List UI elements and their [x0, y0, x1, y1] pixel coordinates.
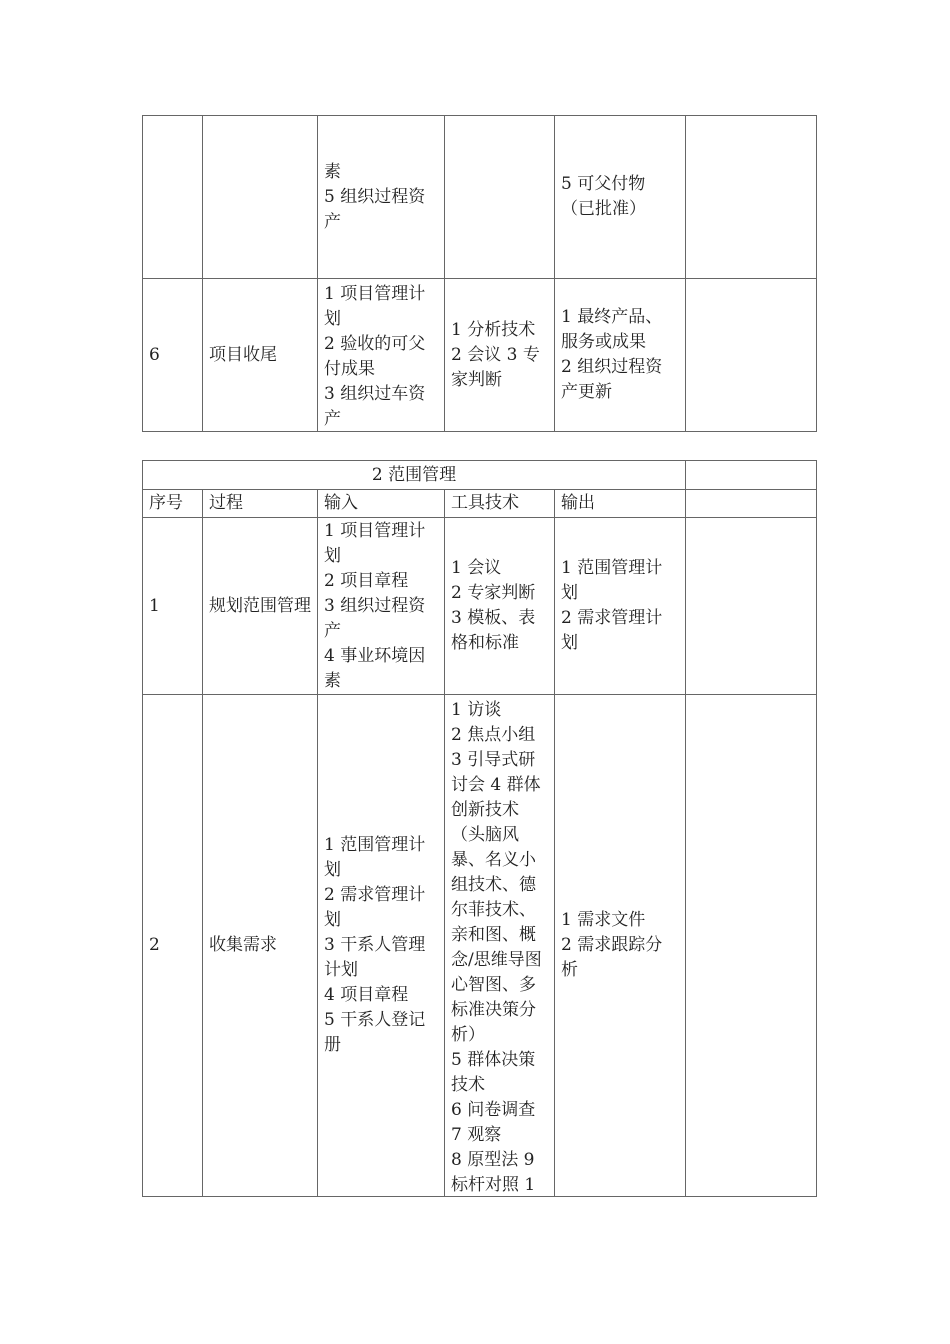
tool-item: 7 观察	[451, 1124, 502, 1145]
table-row	[143, 518, 817, 695]
scope-management-table	[142, 460, 817, 1197]
input-item: 2 需求管理计划	[324, 885, 426, 930]
header-tools: 工具技术	[445, 490, 555, 518]
seq-cell: 6	[143, 279, 203, 432]
process-cell: 收集需求	[203, 695, 318, 1197]
input-item: 3 组织过程资产	[324, 595, 426, 641]
seq-cell: 2	[143, 695, 203, 1197]
process-cell: 规划范围管理	[203, 518, 318, 695]
output-item: 1 范围管理计划	[561, 558, 663, 603]
process-cell: 项目收尾	[203, 279, 318, 432]
tools-cell	[445, 518, 555, 695]
output-item: 1 最终产品、服务或成果	[561, 307, 663, 352]
tool-item: 3 引导式研讨会 4 群体创新技术（头脑风暴、名义小组技术、德尔菲技术、亲和图、概念/思维导图心智图、多标准决策分析）	[451, 749, 542, 1045]
outputs-cell	[555, 279, 686, 432]
tools-cell	[445, 116, 555, 279]
input-item: 4 项目章程	[324, 985, 409, 1005]
inputs-cell	[318, 695, 445, 1197]
output-item: 2 需求管理计划	[561, 608, 663, 653]
table-title: 2 范围管理	[143, 461, 686, 490]
header-seq: 序号	[143, 490, 203, 518]
output-item: 2 需求跟踪分析	[561, 935, 663, 980]
tool-item: 6 问卷调查	[451, 1099, 536, 1120]
tool-item: 1 会议	[451, 558, 502, 578]
tool-item: 1 分析技术	[451, 319, 536, 340]
input-item: 素	[324, 161, 341, 182]
input-item: 3 干系人管理计划	[324, 935, 426, 980]
extra-cell	[686, 279, 817, 432]
input-item: 1 项目管理计划	[324, 284, 426, 329]
input-item: 4 事业环境因素	[324, 645, 426, 691]
tool-item: 2 焦点小组	[451, 724, 536, 745]
header-outputs: 输出	[555, 490, 686, 518]
integration-table-continued	[142, 115, 817, 432]
tool-item: 8 原型法 9 标杆对照 1	[451, 1149, 536, 1194]
outputs-cell	[555, 695, 686, 1197]
tools-cell	[445, 695, 555, 1197]
table-row	[143, 116, 817, 279]
table-row	[143, 695, 817, 1197]
extra-cell	[686, 695, 817, 1197]
input-item: 5 干系人登记册	[324, 1010, 426, 1055]
output-item: 1 需求文件	[561, 910, 646, 930]
tool-item: 5 群体决策技术	[451, 1049, 536, 1095]
process-cell	[203, 116, 318, 279]
header-inputs: 输入	[318, 490, 445, 518]
extra-cell	[686, 490, 817, 518]
input-item: 1 范围管理计划	[324, 835, 426, 880]
seq-cell	[143, 116, 203, 279]
tool-item: 1 访谈	[451, 699, 502, 720]
extra-cell	[686, 116, 817, 279]
input-item: 2 项目章程	[324, 570, 409, 591]
seq-cell: 1	[143, 518, 203, 695]
table-row	[143, 279, 817, 432]
input-item: 3 组织过车资产	[324, 384, 426, 428]
input-item: 1 项目管理计划	[324, 520, 426, 566]
inputs-cell	[318, 518, 445, 695]
inputs-cell	[318, 279, 445, 432]
table-title-row	[143, 461, 817, 490]
table-header-row	[143, 490, 817, 518]
output-item: 2 组织过程资产更新	[561, 357, 663, 402]
tool-item: 2 会议 3 专家判断	[451, 344, 540, 390]
input-item: 2 验收的可父付成果	[324, 334, 426, 379]
tool-item: 3 模板、表格和标准	[451, 608, 536, 653]
tool-item: 2 专家判断	[451, 583, 536, 603]
inputs-cell	[318, 116, 445, 279]
tools-cell	[445, 279, 555, 432]
extra-cell	[686, 518, 817, 695]
header-process: 过程	[203, 490, 318, 518]
outputs-cell	[555, 116, 686, 279]
outputs-cell	[555, 518, 686, 695]
extra-cell	[686, 461, 817, 490]
input-item: 5 组织过程资产	[324, 186, 426, 232]
output-item: 5 可父付物（已批准）	[561, 174, 646, 219]
